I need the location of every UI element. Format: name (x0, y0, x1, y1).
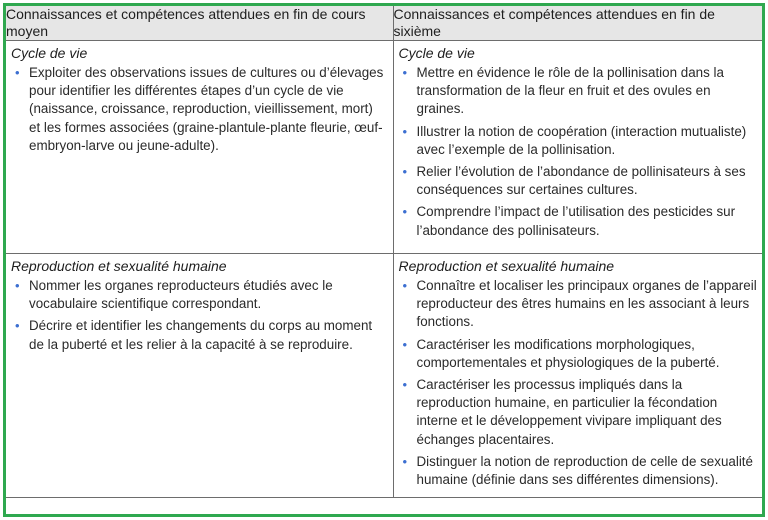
bullet-dot-icon: • (15, 318, 20, 334)
list-item (399, 453, 758, 489)
bullet-list (11, 64, 388, 155)
list-item (399, 336, 758, 372)
table-row (6, 254, 762, 498)
cell-repro-cm (6, 254, 393, 498)
cell-cycle-cm (6, 41, 393, 254)
list-item-text: Exploiter des observations issues de cultures ou d’élevages pour identifier les différentes étapes d’un cycle de vie (naissance, croissance, reproduction, vieillissement, mort) et les formes associées (graine-plantule-plante fleurie, œuf-embryon-larve ou jeune-adulte). (29, 65, 384, 153)
section-title: Reproduction et sexualité humaine (11, 258, 227, 274)
document-frame (3, 3, 765, 517)
bullet-dot-icon: • (402, 278, 408, 293)
list-item (399, 376, 758, 449)
bullet-dot-icon: • (15, 278, 20, 293)
section-title: Reproduction et sexualité humaine (398, 258, 615, 274)
cell-repro-sixieme (393, 254, 762, 498)
bullet-dot-icon: • (15, 65, 20, 80)
list-item (399, 123, 758, 159)
list-item-text: Nommer les organes reproducteurs étudiés avec le vocabulaire scientifique correspondant. (29, 278, 333, 312)
list-item (11, 277, 388, 313)
bullet-list (11, 277, 388, 354)
list-item-text: Mettre en évidence le rôle de la pollinisation dans la transformation de la fleur en fruit et des ovules en graines. (416, 65, 724, 117)
cell-cycle-sixieme (393, 41, 762, 254)
list-item-text: Connaître et localiser les principaux organes de l’appareil reproducteur des êtres humains en les associant à leurs fonctions. (416, 278, 757, 330)
bullet-list (399, 64, 758, 240)
bullet-list (399, 277, 758, 489)
bullet-dot-icon: • (402, 123, 408, 139)
list-item (11, 64, 388, 155)
list-item-text: Comprendre l’impact de l’utilisation des pesticides sur l’abondance des pollinisateurs. (416, 204, 736, 238)
table-header-row (6, 6, 762, 41)
competences-table (6, 6, 762, 498)
list-item-text: Distinguer la notion de reproduction de celle de sexualité humaine (définie dans ses différentes dimensions). (416, 453, 753, 488)
list-item-text: Illustrer la notion de coopération (interaction mutualiste) avec l’exemple de la pollinisation. (416, 123, 747, 157)
list-item-text: Caractériser les processus impliqués dans la reproduction humaine, en particulier la fécondation interne et le développement vivipare impliquant des échanges placentaires. (416, 377, 722, 447)
section-title: Cycle de vie (398, 45, 475, 61)
section-title: Cycle de vie (11, 45, 88, 61)
list-item (399, 64, 758, 119)
list-item (399, 163, 758, 199)
bullet-dot-icon: • (402, 204, 408, 220)
header-cm: Connaissances et compétences attendues en fin de cours moyen (6, 6, 393, 41)
list-item (399, 203, 758, 239)
bullet-dot-icon: • (402, 164, 408, 180)
list-item (11, 317, 388, 353)
list-item-text: Décrire et identifier les changements du corps au moment de la puberté et les relier à la capacité à se reproduire. (29, 318, 373, 352)
bullet-dot-icon: • (402, 336, 408, 352)
bullet-dot-icon: • (402, 65, 408, 80)
list-item (399, 277, 758, 332)
bullet-dot-icon: • (402, 377, 408, 393)
table-row (6, 41, 762, 254)
header-sixieme: Connaissances et compétences attendues en fin de sixième (393, 6, 762, 41)
list-item-text: Relier l’évolution de l’abondance de pollinisateurs à ses conséquences sur certaines cultures. (416, 164, 746, 198)
bullet-dot-icon: • (402, 453, 408, 469)
list-item-text: Caractériser les modifications morphologiques, comportementales et physiologiques de la puberté. (416, 336, 720, 370)
